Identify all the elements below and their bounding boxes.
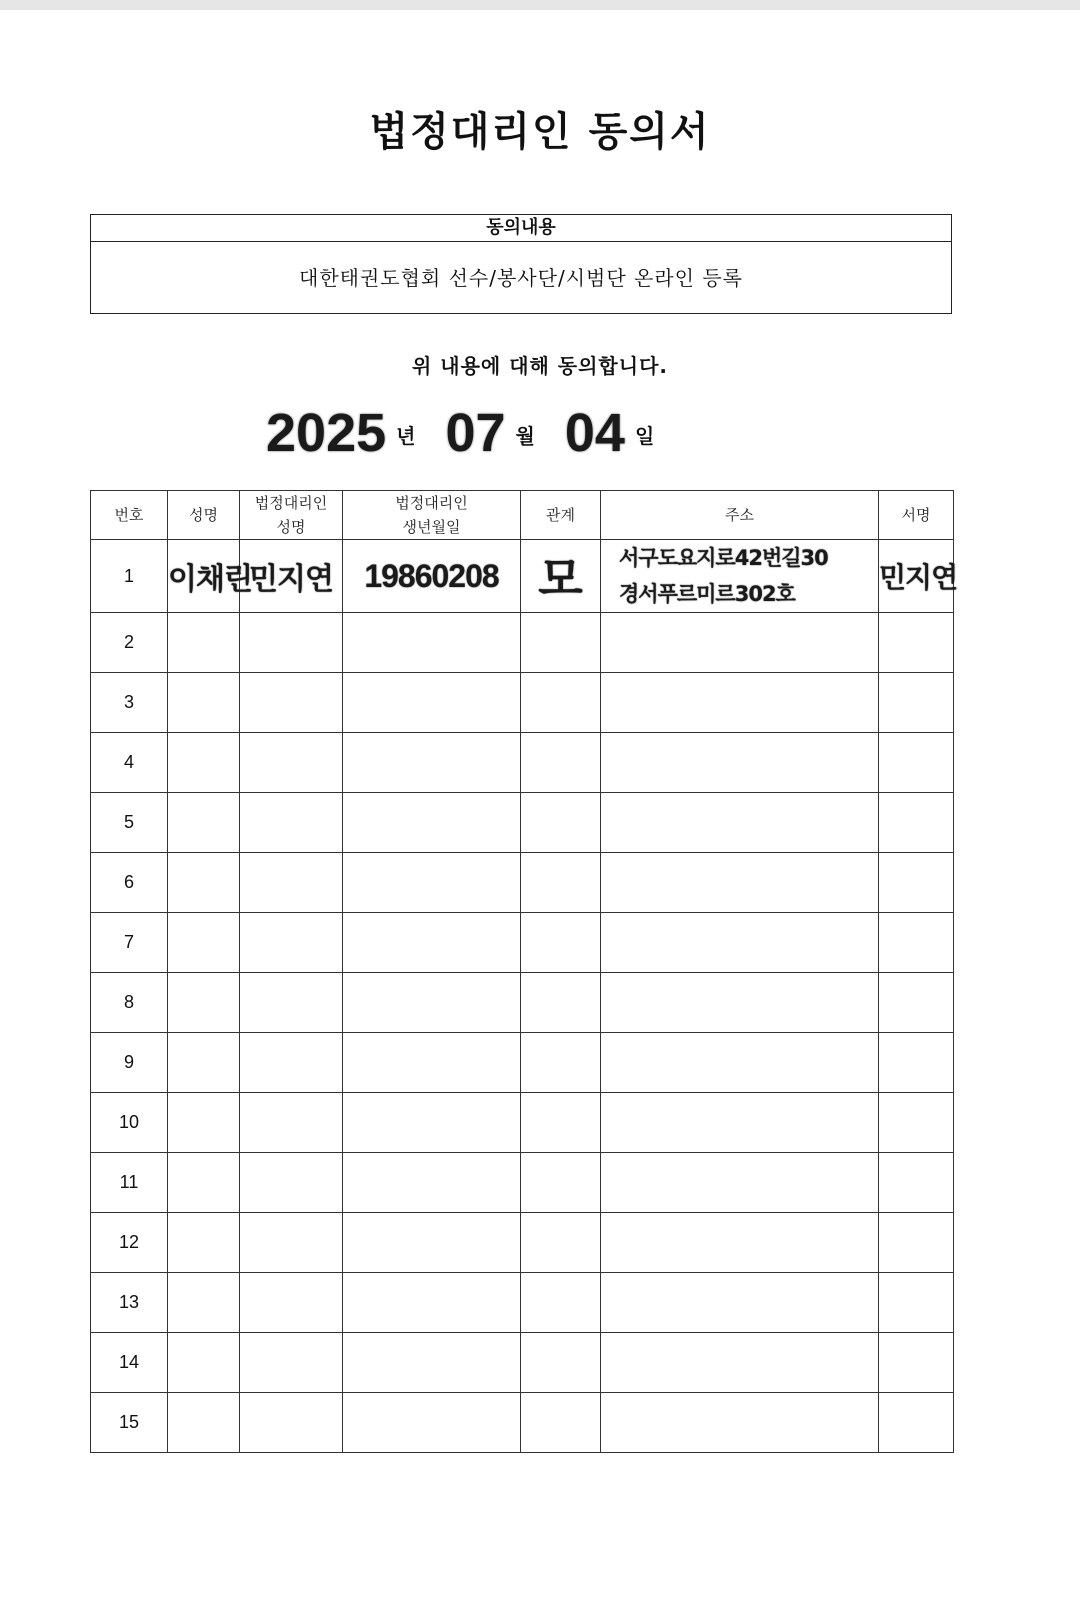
cell-address [601, 1093, 879, 1153]
cell-guardian-name [240, 540, 343, 613]
cell-signature [879, 913, 954, 973]
cell-signature [879, 1333, 954, 1393]
cell-guardian-birth [343, 613, 521, 673]
table-row [91, 913, 954, 973]
cell-no: 13 [91, 1273, 168, 1333]
cell-guardian-birth [343, 1033, 521, 1093]
header-guardian-name [240, 491, 343, 540]
cell-no: 11 [91, 1153, 168, 1213]
cell-guardian-name [240, 1033, 343, 1093]
header-address: 주소 [601, 491, 879, 540]
cell-guardian-name [240, 1333, 343, 1393]
cell-relation [521, 540, 601, 613]
cell-name [168, 973, 240, 1033]
cell-name-text: 이채린 [168, 562, 252, 597]
cell-guardian-birth [343, 913, 521, 973]
cell-name [168, 1033, 240, 1093]
cell-guardian-name [240, 733, 343, 793]
table-row [91, 1093, 954, 1153]
cell-name [168, 1273, 240, 1333]
cell-name [168, 1393, 240, 1453]
cell-guardian-birth [343, 1213, 521, 1273]
cell-no: 7 [91, 913, 168, 973]
cell-signature [879, 853, 954, 913]
cell-relation [521, 1273, 601, 1333]
cell-name [168, 913, 240, 973]
cell-name [168, 1153, 240, 1213]
cell-guardian-name [240, 973, 343, 1033]
table-row [91, 853, 954, 913]
cell-relation [521, 1393, 601, 1453]
cell-no: 2 [91, 613, 168, 673]
date-day: 04 [564, 403, 625, 463]
cell-no: 6 [91, 853, 168, 913]
cell-no: 12 [91, 1213, 168, 1273]
table-row [91, 1033, 954, 1093]
table-row [91, 973, 954, 1033]
cell-guardian-birth [343, 1273, 521, 1333]
cell-address [601, 973, 879, 1033]
cell-name [168, 613, 240, 673]
cell-relation [521, 853, 601, 913]
cell-signature [879, 673, 954, 733]
cell-no: 3 [91, 673, 168, 733]
cell-guardian-birth [343, 540, 521, 613]
cell-address [601, 913, 879, 973]
cell-no: 9 [91, 1033, 168, 1093]
cell-relation [521, 1033, 601, 1093]
cell-guardian-name [240, 1093, 343, 1153]
date-day-unit: 일 [634, 424, 655, 448]
consent-box [90, 214, 952, 314]
header-guardian-birth-line2: 생년월일 [402, 518, 461, 536]
cell-name [168, 1093, 240, 1153]
cell-address [601, 1393, 879, 1453]
header-name: 성명 [168, 491, 240, 540]
cell-signature [879, 1093, 954, 1153]
cell-signature [879, 1273, 954, 1333]
table-row [91, 733, 954, 793]
cell-guardian-birth [343, 673, 521, 733]
cell-address [601, 733, 879, 793]
cell-guardian-name [240, 793, 343, 853]
table-row [91, 1273, 954, 1333]
cell-relation [521, 1213, 601, 1273]
cell-guardian-name-text: 민지연 [249, 562, 333, 597]
cell-relation [521, 673, 601, 733]
table-header-row [91, 491, 954, 540]
cell-guardian-birth [343, 973, 521, 1033]
table-row [91, 673, 954, 733]
cell-address [601, 793, 879, 853]
cell-no: 4 [91, 733, 168, 793]
cell-signature [879, 973, 954, 1033]
cell-guardian-birth [343, 793, 521, 853]
cell-relation [521, 1153, 601, 1213]
cell-relation-text: 모 [538, 552, 583, 606]
top-strip [0, 0, 1080, 10]
cell-signature [879, 1213, 954, 1273]
cell-name [168, 673, 240, 733]
page-title: 법정대리인 동의서 [369, 109, 711, 155]
header-guardian-birth-line1: 법정대리인 [395, 494, 468, 512]
cell-address [601, 673, 879, 733]
cell-relation [521, 793, 601, 853]
cell-signature [879, 733, 954, 793]
cell-no: 8 [91, 973, 168, 1033]
cell-name [168, 540, 252, 613]
cell-address [601, 1273, 879, 1333]
consent-body: 대한태권도협회 선수/봉사단/시범단 온라인 등록 [299, 266, 743, 290]
cell-guardian-name [240, 1213, 343, 1273]
cell-guardian-name [240, 613, 343, 673]
cell-guardian-name [240, 1393, 343, 1453]
cell-guardian-birth [343, 1393, 521, 1453]
date-year-unit: 년 [396, 424, 416, 448]
cell-name [168, 1213, 240, 1273]
date-month-unit: 월 [515, 424, 535, 448]
consent-header: 동의내용 [91, 215, 951, 242]
cell-address [601, 853, 879, 913]
cell-name [168, 1333, 240, 1393]
guardian-table [90, 490, 958, 1453]
table-row [91, 1213, 954, 1273]
cell-address [601, 1333, 879, 1393]
cell-address [601, 613, 879, 673]
cell-guardian-birth [343, 853, 521, 913]
cell-guardian-name [240, 1153, 343, 1213]
cell-signature [879, 793, 954, 853]
cell-address-line1: 서구도요지로42번길30 [619, 546, 828, 570]
table-row [91, 540, 954, 613]
cell-no: 10 [91, 1093, 168, 1153]
cell-guardian-name [240, 673, 343, 733]
date-year: 2025 [266, 403, 387, 463]
cell-no: 15 [91, 1393, 168, 1453]
cell-guardian-birth [343, 733, 521, 793]
cell-no: 5 [91, 793, 168, 853]
header-signature: 서명 [879, 491, 954, 540]
header-guardian-name-line2: 성명 [276, 518, 306, 536]
cell-guardian-birth [343, 1333, 521, 1393]
cell-guardian-name [240, 913, 343, 973]
cell-guardian-name [240, 1273, 343, 1333]
cell-name [168, 793, 240, 853]
cell-relation [521, 733, 601, 793]
table-row [91, 1393, 954, 1453]
cell-relation [521, 973, 601, 1033]
cell-address [601, 1213, 879, 1273]
cell-relation [521, 1333, 601, 1393]
cell-address [601, 540, 879, 613]
cell-signature [879, 1153, 954, 1213]
table-row [91, 1333, 954, 1393]
table-row [91, 1153, 954, 1213]
cell-guardian-name [240, 853, 343, 913]
table-row [91, 613, 954, 673]
cell-relation [521, 613, 601, 673]
cell-signature [879, 1033, 954, 1093]
cell-signature [879, 1393, 954, 1453]
cell-guardian-birth [343, 1093, 521, 1153]
cell-signature [879, 613, 954, 673]
header-guardian-birth [343, 491, 521, 540]
cell-address [601, 1033, 879, 1093]
cell-no: 14 [91, 1333, 168, 1393]
cell-signature-text: 민지연 [879, 561, 958, 594]
date-month: 07 [445, 403, 506, 463]
cell-no: 1 [91, 540, 168, 613]
cell-guardian-birth [343, 1153, 521, 1213]
cell-relation [521, 913, 601, 973]
cell-relation [521, 1093, 601, 1153]
cell-address-line2: 경서푸르미르302호 [619, 582, 795, 606]
header-relation: 관계 [521, 491, 601, 540]
agree-statement: 위 내용에 대해 동의합니다. [411, 354, 668, 378]
cell-guardian-birth-text: 19860208 [364, 557, 499, 594]
cell-name [168, 853, 240, 913]
date-row [266, 400, 655, 463]
cell-signature [879, 540, 958, 613]
table-row [91, 793, 954, 853]
cell-address [601, 1153, 879, 1213]
header-guardian-name-line1: 법정대리인 [254, 494, 328, 512]
cell-name [168, 733, 240, 793]
header-no: 번호 [91, 491, 168, 540]
